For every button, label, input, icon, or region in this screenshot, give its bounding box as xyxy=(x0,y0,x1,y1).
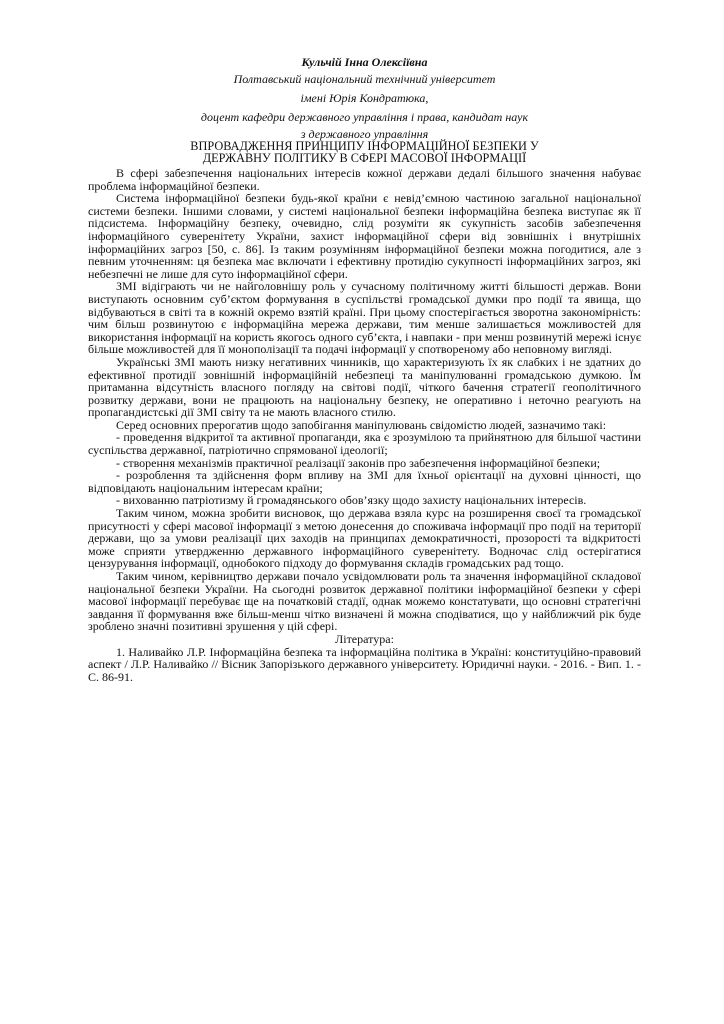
author-name: Кульчій Інна Олексіївна xyxy=(301,55,428,69)
affiliation-line: Полтавський національний технічний університет xyxy=(233,72,496,86)
reference-item: 1. Наливайко Л.Р. Інформаційна безпека та інформаційна політика в Україні: конституційно-правовий аспект / Л.Р. Наливайко // Вісник Запорізького державного університету. Юридичні науки. - 2016. - Вип. 1. - С. 86-91. xyxy=(88,644,641,684)
affiliation-line: імені Юрія Кондратюка, xyxy=(300,91,429,105)
list-item: - вихованню патріотизму й громадянського обов’язку щодо захисту національних інтересів. xyxy=(116,493,587,508)
paragraph: Серед основних прерогатив щодо запобігання маніпулювань свідомістю людей, зазначимо такі: xyxy=(116,417,607,432)
article-title-line: ВПРОВАДЖЕННЯ ПРИНЦИПУ ІНФОРМАЦІЙНОЇ БЕЗПЕКИ У xyxy=(190,139,539,153)
paragraph: Система інформаційної безпеки будь-якої країни є невід’ємною частиною загальної національної системи безпеки. Іншими словами, у системі національної безпеки інформаційна безпека виступає як її підсистема. Інформаційну безпеку, очевидно, слід розуміти як сукупність засобів забезпечення інформаційного суверенітету України, захист інформаційної сфери від зовнішніх і внутрішніх інформаційних загроз [50, с. 86]. Із таким розумінням інформаційної безпеки можна погодитися, але з певним уточненням: ця безпека має включати і ефективну протидію сукупності інформаційних загроз, які небезпечні не лише для суто інформаційної сфери. xyxy=(88,191,641,281)
paragraph: В сфері забезпечення національних інтересів кожної держави дедалі більшого значення набуває проблема інформаційної безпеки. xyxy=(88,166,641,193)
list-item: - створення механізмів практичної реалізації законів про забезпечення інформаційної безпеки; xyxy=(116,455,601,470)
paragraph: Таким чином, керівництво держави почало усвідомлювати роль та значення інформаційної складової національної безпеки України. На сьогодні розвиток державної політики інформаційної безпеки у сфері масової інформації перебуває ще на початковій стадії, однак можемо констатувати, що основні стратегічні завдання її формування вже більш-менш чітко визначені й можна сподіватися, що у найближчий рік буде зроблено значні позитивні зрушення у цій сфері. xyxy=(88,569,641,634)
literature-heading: Література: xyxy=(335,631,394,646)
affiliation-line: доцент кафедри державного управління і права, кандидат наук xyxy=(200,110,529,124)
paragraph: ЗМІ відіграють чи не найголовнішу роль у сучасному політичному житті більшості держав. Вони виступають основним суб’єктом формування в суспільстві громадської думки про події та явища, що відбуваються в світі та в кожній окремо взятій країні. При цьому спостерігається зворотна закономірність: чим більш розвинутою є інформаційна мережа держави, тим менше залишається можливостей для використання інформації на користь якогось одного суб’єкта, і навпаки - при менш розвинутій мережі існує більше можливостей для її монополізації та подачі інформації у спотвореному або неповному вигляді. xyxy=(88,279,641,357)
list-item: - розроблення та здійснення форм впливу на ЗМІ для їхньої орієнтації на духовні цінності, що відповідають національним інтересам країни; xyxy=(88,468,641,495)
document-page xyxy=(88,55,641,683)
paragraph: Таким чином, можна зробити висновок, що держава взяла курс на розширення своєї та громадської присутності у сфері масової інформації з метою донесення до споживача інформації про події на території держави, що за умови реалізації цих заходів на принципах демократичності, прозорості та відкритості може сприяти утвердженню державного інформаційного суверенітету. Водночас слід остерігатися цензурування інформації, однобокого підходу до формування складів громадських рад тощо. xyxy=(88,506,641,571)
paragraph: Українські ЗМІ мають низку негативних чинників, що характеризують їх як слабких і не здатних до ефективної протидії зовнішній інформаційній небезпеці та маніпулюванні громадською думкою. Їм притаманна відсутність власного погляду на світові події, чіткого бачення стратегії геополітичного розвитку держави, вони не працюють на національну безпеку, не оперативно і неточно реагують на пропагандистські дії ЗМІ світу та не мають власного стилю. xyxy=(88,354,641,420)
affiliation-line: з державного управління xyxy=(300,127,429,141)
article-title-line: ДЕРЖАВНУ ПОЛІТИКУ В СФЕРІ МАСОВОЇ ІНФОРМАЦІЇ xyxy=(202,150,527,165)
list-item: - проведення відкритої та активної пропаганди, яка є зрозумілою та прийнятною для більшої частини суспільства державної, патріотично спрямованої ідеології; xyxy=(88,430,641,458)
